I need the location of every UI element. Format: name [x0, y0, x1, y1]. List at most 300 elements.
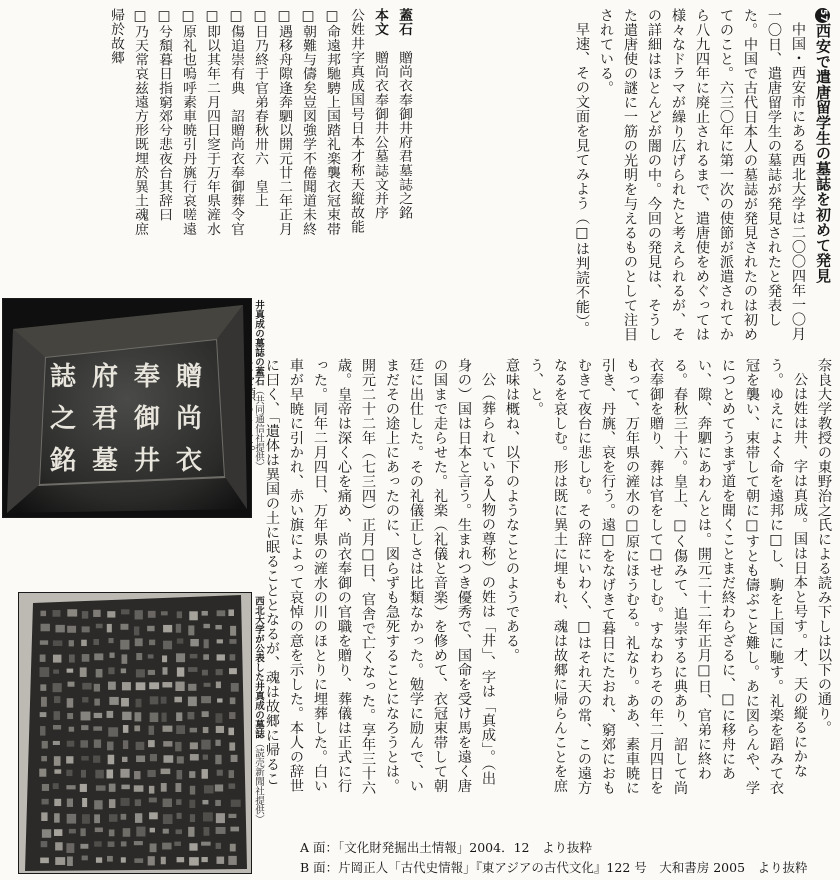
rubbing-mark: [204, 683, 211, 687]
rubbing-mark: [134, 725, 140, 731]
rubbing-mark: [136, 742, 145, 750]
rubbing-mark: [149, 798, 157, 803]
rubbing-mark: [122, 757, 127, 762]
epitaph-source: （読売新聞社提供）: [253, 738, 264, 824]
rubbing-mark: [67, 626, 76, 633]
rubbing-mark: [177, 611, 182, 618]
rubbing-mark: [162, 682, 172, 687]
rubbing-mark: [216, 669, 223, 675]
lid-stone-character: 墓: [91, 446, 119, 476]
rubbing-mark: [136, 669, 145, 677]
rubbing-mark: [163, 814, 173, 824]
rubbing-mark: [189, 857, 199, 865]
rubbing-mark: [54, 756, 61, 766]
rubbing-mark: [217, 639, 223, 643]
rubbing-mark: [96, 624, 103, 628]
rubbing-mark: [203, 624, 210, 628]
rubbing-mark: [82, 798, 87, 807]
inscription-line: □即以其年二月四日窆于万年県滻水: [204, 8, 220, 236]
rubbing-mark: [66, 785, 75, 789]
rubbing-mark: [53, 610, 61, 617]
rubbing-mark: [176, 829, 182, 834]
rubbing-mark: [190, 786, 195, 795]
rubbing-mark: [54, 769, 61, 773]
rubbing-mark: [121, 698, 129, 707]
rubbing-mark: [67, 713, 73, 719]
rubbing-mark: [230, 697, 236, 704]
article-title: 57西安で遣唐留学生の墓誌を初めて発見: [814, 8, 832, 284]
rubbing-mark: [202, 611, 208, 616]
rubbing-mark: [203, 755, 208, 760]
rubbing-mark: [40, 640, 48, 644]
rubbing-mark: [203, 654, 209, 660]
rubbing-mark: [94, 740, 101, 748]
rubbing-mark: [201, 857, 207, 862]
inscription-line: □朝難与儔矣豈図強学不倦聞道未終: [300, 8, 316, 236]
rubbing-mark: [107, 611, 115, 617]
rubbing-mark: [215, 800, 221, 806]
rubbing-mark: [109, 814, 117, 822]
rubbing-mark: [40, 667, 50, 677]
rubbing-mark: [122, 654, 128, 663]
rubbing-mark: [188, 827, 194, 837]
rubbing-mark: [148, 740, 155, 747]
lid-stone-character: 井: [133, 446, 161, 476]
lid-stone-photo: [2, 298, 252, 518]
inscription-line: □遇移舟隙逢奔駟以開元廿二年正月: [276, 8, 292, 236]
rubbing-mark: [163, 741, 172, 747]
rubbing-mark: [121, 785, 129, 790]
rubbing-mark: [135, 813, 142, 823]
rubbing-mark: [93, 755, 100, 762]
rubbing-mark: [93, 610, 100, 617]
rubbing-mark: [176, 712, 182, 721]
rubbing-mark: [189, 800, 195, 808]
rubbing-mark: [230, 626, 236, 636]
meaning-intro: 意味は概ね、以下のようなことのようである。: [504, 358, 520, 663]
rubbing-mark: [80, 844, 88, 849]
rubbing-mark: [42, 799, 49, 805]
rubbing-mark: [228, 783, 235, 788]
rubbing-mark: [231, 800, 241, 807]
rubbing-mark: [81, 725, 88, 730]
body-title-line: [368, 8, 392, 353]
source-credits: [300, 838, 840, 878]
lid-stone-character: 衣: [175, 446, 203, 476]
rubbing-mark: [204, 639, 209, 648]
rubbing-mark: [96, 669, 103, 677]
rubbing-mark: [148, 670, 155, 675]
rubbing-mark: [201, 842, 211, 846]
rubbing-mark: [161, 769, 171, 774]
rubbing-mark: [81, 756, 88, 761]
body-title: 贈尚衣奉御井公墓誌文并序: [372, 50, 388, 220]
rubbing-mark: [53, 655, 61, 663]
rubbing-mark: [176, 653, 185, 662]
rubbing-mark: [162, 843, 171, 850]
rubbing-mark: [54, 711, 60, 720]
body-label: 本文: [372, 8, 388, 37]
inscription-line: □命遠邦馳騁上国踏礼楽襲衣冠束帯: [324, 8, 340, 236]
rubbing-mark: [107, 769, 114, 778]
article-block: [570, 8, 836, 353]
rubbing-mark: [94, 684, 100, 692]
rubbing-mark: [55, 842, 62, 850]
rubbing-mark: [53, 669, 59, 673]
rubbing-mark: [217, 698, 222, 702]
rubbing-mark: [108, 682, 116, 690]
rubbing-mark: [204, 785, 214, 793]
rubbing-mark: [188, 684, 196, 691]
rubbing-mark: [230, 844, 236, 852]
rubbing-mark: [202, 769, 208, 779]
rubbing-mark: [147, 626, 154, 631]
lid-stone-character: 府: [91, 362, 119, 392]
rubbing-mark: [162, 655, 167, 662]
inscription-line: □日乃終于官弟春秋卅六 皇上: [252, 8, 268, 208]
rubbing-mark: [188, 625, 194, 635]
rubbing-mark: [216, 726, 224, 733]
lid-stone-character: 銘: [49, 446, 77, 476]
reading-intro: 奈良大学教授の東野治之氏による読み下しは以下の通り。: [816, 358, 832, 735]
lid-stone-character: 尚: [175, 404, 203, 434]
rubbing-mark: [150, 696, 159, 704]
rubbing-mark: [120, 798, 129, 806]
rubbing-mark: [120, 624, 128, 630]
rubbing-mark: [96, 785, 106, 790]
rubbing-mark: [42, 829, 51, 837]
rubbing-mark: [203, 727, 209, 733]
lid-stone-character: 奉: [133, 362, 161, 392]
rubbing-mark: [67, 814, 76, 824]
rubbing-mark: [216, 813, 225, 823]
rubbing-mark: [94, 699, 100, 706]
rubbing-mark: [109, 799, 115, 808]
rubbing-mark: [134, 785, 144, 791]
rubbing-mark: [150, 754, 157, 761]
rubbing-mark: [190, 742, 198, 749]
rubbing-mark: [108, 638, 113, 643]
rubbing-mark: [203, 812, 213, 821]
rubbing-mark: [80, 740, 88, 747]
rubbing-mark: [108, 667, 114, 674]
article-body: 中国・西安市にある西北大学は二〇〇四年一〇月一〇日、遣唐留学生の墓誌が発見されたと発表した。中国で古代日本人の墓誌が発見されたのは初めてのこと。六三〇年に第一次の使節が派遣されてから八九四年に廃止されるまで、遣唐使をめぐっては様々なドラマが繰り広げられたと考えられるが、その詳細はほとんどが闇の中。今回の発見は、そうした遣唐使の謎に一筋の光明を与えるものとして注目されている。: [598, 8, 806, 342]
rubbing-mark: [149, 726, 155, 735]
rubbing-mark: [216, 682, 221, 689]
rubbing-mark: [229, 742, 235, 750]
rubbing-mark: [176, 624, 181, 633]
rubbing-mark: [215, 740, 220, 746]
lid-stone-text: 贈尚衣奉御井府君墓誌之銘: [396, 50, 412, 220]
rubbing-mark: [163, 755, 173, 762]
rubbing-mark: [176, 725, 185, 734]
rubbing-mark: [231, 683, 239, 692]
rubbing-mark: [82, 626, 90, 632]
rubbing-mark: [134, 841, 143, 845]
rubbing-mark: [177, 638, 183, 643]
inscription-line: 公姓井字真成国号日本才称天縦故能: [348, 8, 364, 234]
rubbing-mark: [67, 856, 73, 866]
rubbing-mark: [120, 640, 129, 650]
rubbing-mark: [135, 799, 141, 806]
rubbing-mark: [149, 812, 158, 819]
rubbing-mark: [67, 698, 74, 707]
rubbing-mark: [136, 827, 145, 837]
rubbing-mark: [149, 786, 154, 794]
rubbing-mark: [134, 771, 140, 779]
rubbing-mark: [121, 857, 126, 862]
rubbing-mark: [175, 783, 181, 792]
rubbing-mark: [163, 641, 172, 650]
rubbing-mark: [53, 640, 62, 646]
credit-b: B 面：片岡正人「古代史情報」『東アジアの古代文化』122 号 大和書房 2005 より抜粋: [300, 860, 808, 875]
rubbing-mark: [66, 843, 74, 853]
rubbing-mark: [135, 712, 142, 721]
rubbing-mark: [215, 755, 221, 764]
rubbing-mark: [81, 640, 87, 646]
rubbing-mark: [216, 827, 226, 834]
rubbing-mark: [82, 697, 88, 702]
rubbing-mark: [189, 771, 195, 778]
rubbing-mark: [66, 756, 73, 763]
lid-stone-character: 御: [133, 404, 161, 434]
rubbing-mark: [162, 713, 167, 722]
rubbing-mark: [188, 712, 195, 719]
epitaph-image: [19, 593, 251, 873]
lid-stone-label: 蓋石: [396, 8, 412, 37]
rubbing-mark: [41, 624, 50, 632]
rubbing-mark: [177, 667, 184, 676]
inscription-line: □兮頽暮日指窮郊兮悲夜台其辞曰: [156, 8, 172, 222]
rubbing-mark: [228, 728, 234, 736]
rubbing-mark: [216, 843, 221, 849]
rubbing-mark: [201, 696, 211, 703]
rubbing-mark: [134, 858, 143, 863]
rubbing-mark: [93, 639, 99, 645]
rubbing-mark: [148, 856, 155, 865]
rubbing-mark: [108, 727, 118, 736]
rubbing-mark: [148, 654, 154, 658]
rubbing-mark: [107, 742, 113, 751]
rubbing-mark: [190, 639, 199, 646]
rubbing-mark: [161, 857, 166, 864]
rubbing-mark: [107, 711, 114, 718]
inscription-line: □傷追崇有典 詔贈尚衣奉御葬令官: [228, 8, 244, 236]
rubbing-mark: [67, 741, 75, 747]
credit-a: A 面：「文化財発掘出土情報」2004．12 より抜粋: [300, 840, 592, 855]
rubbing-mark: [147, 770, 155, 777]
rubbing-mark: [229, 712, 235, 719]
rubbing-mark: [134, 626, 139, 635]
rubbing-mark: [136, 653, 142, 660]
rubbing-mark: [94, 713, 102, 718]
inscription-line: □乃天常哀兹遠方形既埋於異土魂庶: [132, 8, 148, 236]
rubbing-mark: [176, 770, 182, 779]
rubbing-mark: [177, 813, 182, 819]
rubbing-mark: [69, 654, 75, 662]
rubbing-mark: [67, 669, 74, 673]
rubbing-mark: [188, 667, 197, 672]
rubbing-mark: [41, 812, 47, 821]
rubbing-mark: [229, 668, 237, 674]
rubbing-mark: [230, 654, 236, 660]
rubbing-mark: [202, 800, 208, 804]
rubbing-mark: [69, 727, 74, 732]
rubbing-mark: [229, 639, 236, 644]
rubbing-mark: [94, 814, 100, 823]
rubbing-mark: [123, 740, 128, 749]
epitaph-photo: [18, 592, 252, 874]
rubbing-mark: [40, 655, 46, 662]
rubbing-mark: [82, 654, 90, 662]
rubbing-mark: [66, 770, 72, 776]
rubbing-mark: [109, 784, 116, 792]
rubbing-mark: [150, 828, 155, 833]
rubbing-mark: [201, 740, 210, 750]
rubbing-mark: [108, 755, 115, 765]
article-number-badge: 57: [815, 8, 830, 23]
rubbing-mark: [190, 654, 198, 658]
rubbing-mark: [41, 697, 47, 707]
rubbing-mark: [177, 857, 185, 862]
rubbing-mark: [215, 784, 223, 791]
rubbing-mark: [149, 640, 155, 645]
rubbing-mark: [54, 799, 61, 806]
rubbing-mark: [80, 784, 87, 792]
rubbing-mark: [202, 670, 208, 676]
lid-stone-character: 之: [49, 404, 77, 434]
lid-stone-image: [3, 299, 251, 517]
lid-stone-source: （共同通信社提供）: [253, 385, 264, 471]
rubbing-mark: [109, 653, 114, 658]
rubbing-mark: [53, 741, 60, 745]
rubbing-mark: [161, 697, 167, 704]
rubbing-mark: [53, 683, 62, 692]
lid-stone-character: 贈: [175, 362, 203, 392]
rubbing-mark: [69, 829, 76, 834]
rubbing-mark: [54, 696, 60, 703]
rubbing-mark: [136, 756, 145, 763]
rubbing-mark: [121, 668, 126, 673]
meaning-text: 公（葬られている人物の尊称）の姓は「井」、字は「真成」。（出身の）国は日本と言う。生まれつき優秀で、国命を受け馬を遠く唐の国まで走らせた。礼楽（礼儀と音楽）を修めて、衣冠束帯して朝廷に出仕した。その礼儀正しさは比類なかった。勉学に励んで、いまだその途上にあったのに、図らずも急死することになろうとは。開元二十二年（七三四）正月□日、官舎で亡くなった。享年三十六歳。皇帝は深く心を痛め、尚衣奉御の官職を贈り、葬儀は正式に行った。同年二月四日、万年県の滻水の川のほとりに埋葬した。白い車が早暁に引かれ、赤い旗によって哀悼の意を示した。本人の辞世に曰く、「遺体は異国の土に眠ることとなるが、魂は故郷に帰るこ: [264, 358, 496, 795]
rubbing-mark: [230, 827, 239, 832]
rubbing-mark: [217, 610, 226, 616]
rubbing-mark: [82, 856, 88, 861]
rubbing-mark: [120, 769, 129, 778]
rubbing-mark: [123, 725, 128, 733]
rubbing-mark: [94, 653, 103, 660]
rubbing-mark: [94, 800, 102, 809]
rubbing-mark: [68, 682, 75, 687]
rubbing-mark: [121, 814, 127, 820]
rubbing-mark: [53, 783, 59, 789]
rubbing-mark: [163, 799, 172, 807]
article-intro: 早速、その文面を見てみよう（□は判読不能）。: [574, 22, 590, 336]
rubbing-mark: [176, 799, 181, 805]
rubbing-mark: [229, 770, 234, 778]
rubbing-mark: [161, 611, 168, 615]
rubbing-mark: [41, 841, 48, 847]
rubbing-mark: [41, 756, 47, 761]
rubbing-mark: [40, 684, 46, 691]
rubbing-mark: [121, 841, 127, 846]
rubbing-mark: [148, 611, 156, 618]
reading-and-meaning-block: [236, 358, 836, 800]
rubbing-mark: [135, 610, 143, 619]
rubbing-mark: [190, 814, 195, 822]
rubbing-mark: [82, 683, 91, 690]
rubbing-mark: [82, 611, 88, 619]
rubbing-mark: [81, 712, 91, 721]
rubbing-mark: [217, 654, 225, 660]
rubbing-mark: [177, 756, 184, 763]
epitaph-caption: 西北大学が公表した井真成の墓誌（読売新聞社提供）: [253, 596, 264, 824]
rubbing-mark: [40, 726, 45, 736]
rubbing-mark: [94, 841, 102, 846]
rubbing-mark: [80, 667, 87, 677]
rubbing-mark: [228, 814, 236, 818]
rubbing-mark: [67, 609, 77, 616]
rubbing-mark: [174, 697, 182, 703]
rubbing-mark: [202, 711, 209, 717]
lid-stone-line: [392, 8, 416, 353]
lid-stone-character: 君: [91, 404, 119, 434]
rubbing-mark: [122, 682, 131, 690]
rubbing-mark: [108, 841, 115, 847]
rubbing-mark: [121, 609, 129, 614]
rubbing-mark: [109, 829, 115, 836]
rubbing-mark: [136, 682, 146, 690]
rubbing-mark: [189, 611, 198, 620]
rubbing-mark: [163, 625, 172, 632]
rubbing-mark: [228, 609, 234, 616]
rubbing-mark: [228, 856, 236, 865]
rubbing-mark: [96, 857, 102, 862]
rubbing-mark: [190, 728, 197, 733]
rubbing-mark: [81, 770, 86, 778]
lid-stone-caption: 井真成の墓誌の蓋石（共同通信社提供）: [253, 300, 264, 471]
rubbing-mark: [122, 712, 131, 720]
rubbing-mark: [150, 843, 157, 852]
lid-stone-character: 誌: [49, 362, 77, 392]
rubbing-mark: [67, 799, 73, 807]
rubbing-mark: [40, 611, 46, 616]
rubbing-mark: [93, 726, 102, 730]
rubbing-mark: [174, 842, 181, 846]
rubbing-mark: [107, 624, 112, 632]
inscription-line: 帰於故郷: [108, 8, 124, 65]
rubbing-mark: [150, 713, 159, 722]
rubbing-mark: [40, 858, 49, 864]
rubbing-mark: [42, 741, 48, 749]
reading-text: 公は姓は井、字は真成。国は日本と号す。才、天の縦るにかなう。ゆえによく命を遠邦に□し、駒を上国に馳す。礼楽を蹈みて衣冠を襲い、束帯して朝に□すとも儔ぶこと難し。あに図らんや、学につとめてうまず道を聞くことまだ終わらざるに、□に移舟にあい、隙、奔駟にあわんとは。開元二十二年正月□日、官弟に終わる。春秋三十六。皇上、□く傷みて、追崇するに典あり、詔して尚衣奉御を贈り、葬は官をして□せしむ。すなわちその年二月四日をもって、万年県の滻水の□原にほうむる。礼なり。ああ、素車暁に引き、丹旐、哀を行う。遠□をなげきて暮日にたおれ、窮郊におもむきて夜台に悲しむ。その辞にいわく、□はそれ天の常、この遠方なるを哀しむ。形は既に異土に埋もれ、魂は故郷に帰らんことを庶う、と。: [528, 358, 808, 795]
rubbing-mark: [231, 755, 238, 762]
rubbing-mark: [217, 770, 223, 776]
rubbing-mark: [80, 828, 85, 836]
rubbing-mark: [189, 843, 197, 850]
rubbing-mark: [190, 754, 199, 760]
rubbing-mark: [175, 682, 184, 691]
rubbing-mark: [149, 682, 159, 689]
rubbing-mark: [54, 813, 60, 822]
rubbing-mark: [82, 814, 90, 823]
rubbing-mark: [163, 726, 173, 732]
inscription-line: □原礼也嗚呼素車暁引丹旐行哀嗟遠: [180, 8, 196, 236]
rubbing-mark: [123, 828, 131, 837]
rubbing-mark: [162, 667, 167, 674]
rubbing-mark: [175, 742, 181, 751]
rubbing-mark: [95, 828, 103, 833]
